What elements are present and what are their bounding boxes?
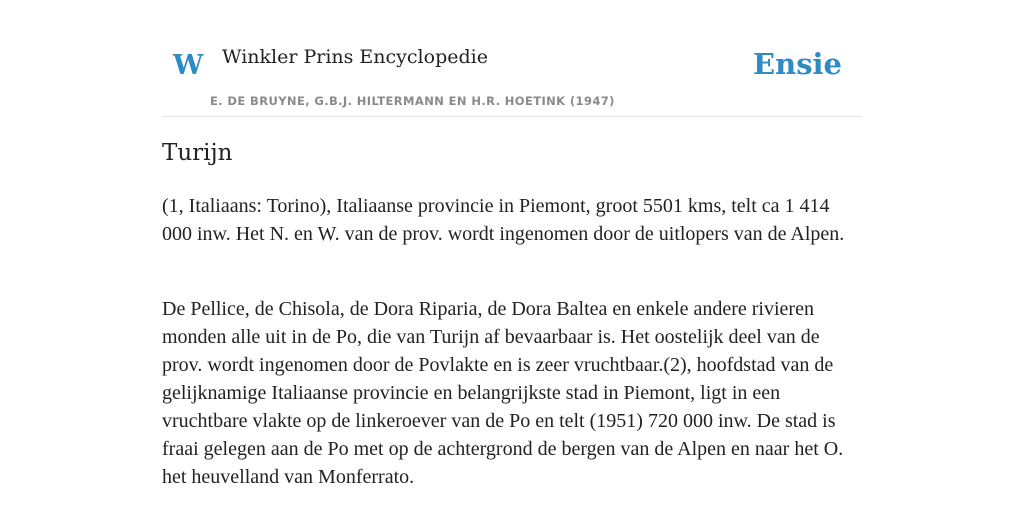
publication-authors: E. DE BRUYNE, G.B.J. HILTERMANN EN H.R. HOETINK (1947) xyxy=(210,94,615,108)
publication-title-link[interactable]: Winkler Prins Encyclopedie xyxy=(222,46,488,68)
site-header xyxy=(162,0,862,117)
article-paragraph: (1, Italiaans: Torino), Italiaanse provincie in Piemont, groot 5501 kms, telt ca 1 414 000 inw. Het N. en W. van de prov. wordt ingenomen door de uitlopers van de Alpen. xyxy=(162,195,845,245)
publication-logo[interactable]: W xyxy=(173,50,204,81)
ensie-logo-link[interactable]: Ensie xyxy=(753,47,842,81)
article-title: Turijn xyxy=(162,140,233,166)
article-paragraph: De Pellice, de Chisola, de Dora Riparia, de Dora Baltea en enkele andere rivieren monden alle uit in de Po, die van Turijn af bevaarbaar is. Het oostelijk deel van de prov. wordt ingenomen door de Povlakte en is zeer vruchtbaar.(2), hoofdstad van de gelijknamige Italiaanse provincie en belangrijkste stad in Piemont, ligt in een vruchtbare vlakte op de linkeroever van de Po en telt (1951) 720 000 inw. De stad is fraai gelegen aan de Po met op de achtergrond de bergen van de Alpen en naar het O. het heuvelland van Monferrato. xyxy=(162,298,844,488)
